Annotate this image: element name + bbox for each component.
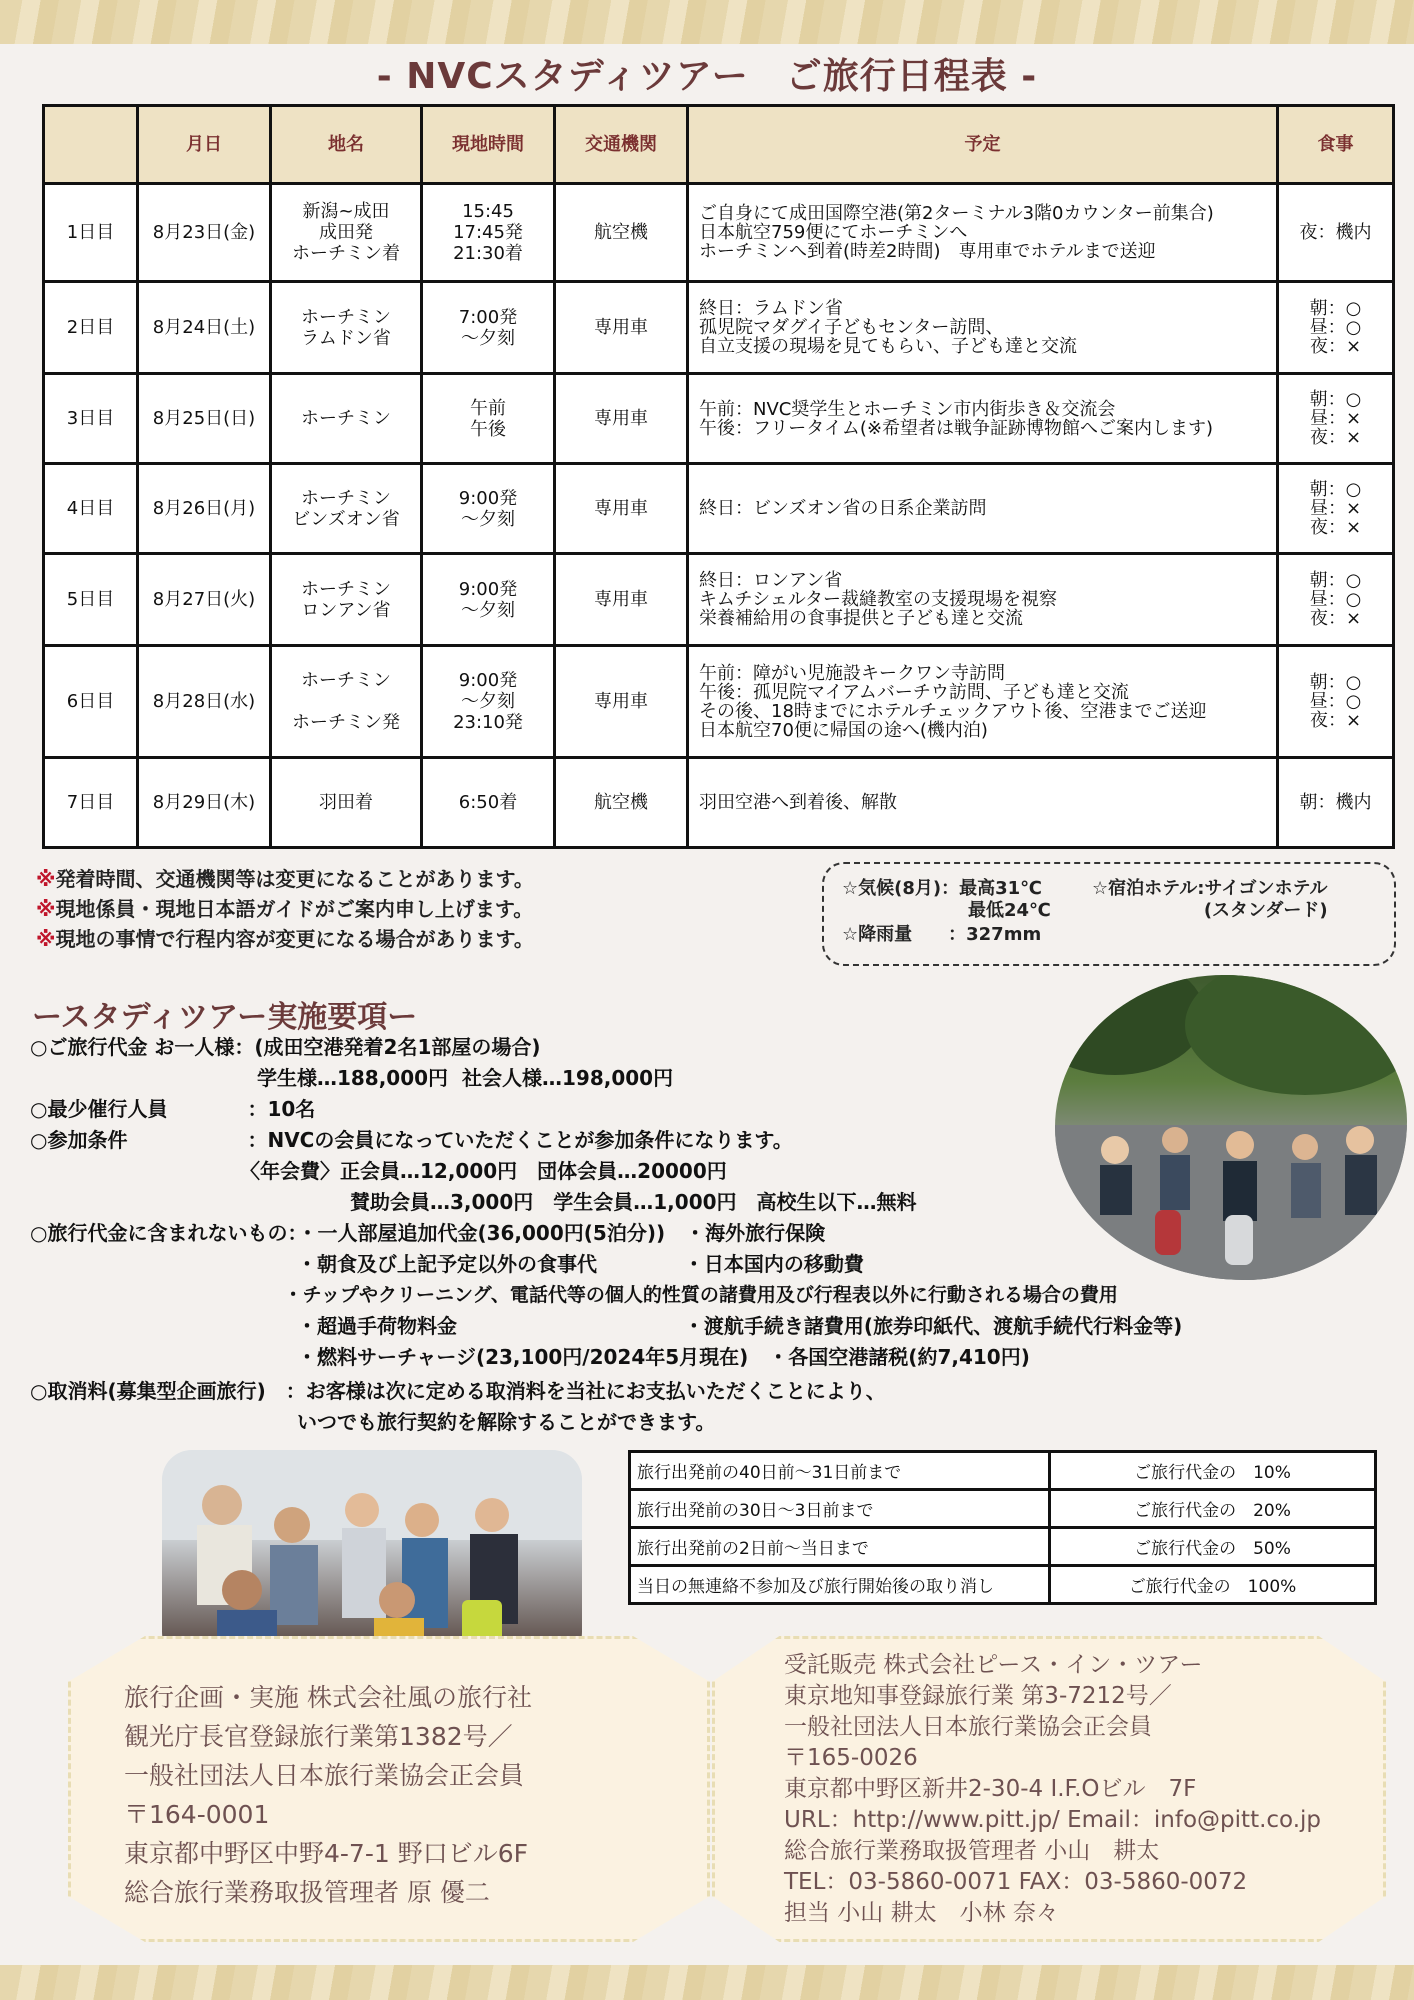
requirement-line: 学生様…188,000円 社会人様…198,000円 xyxy=(30,1066,674,1090)
table-row xyxy=(44,184,1394,282)
time-cell: 9:00発 ～夕刻 23:10発 xyxy=(422,646,555,758)
date-cell: 8月29日(木) xyxy=(138,758,271,848)
cancel-fee: ご旅行代金の 100% xyxy=(1050,1566,1376,1604)
note-text: 現地の事情で行程内容が変更になる場合があります。 xyxy=(55,927,534,951)
cancel-fee: ご旅行代金の 50% xyxy=(1050,1528,1376,1566)
street-photo-illustration xyxy=(1055,975,1407,1280)
note-text: 現地係員・現地日本語ガイドがご案内申し上げます。 xyxy=(55,897,534,921)
requirement-line: ○最少催行人員 ：10名 xyxy=(30,1097,316,1121)
requirement-line: ○旅行代金に含まれないもの：・一人部屋追加代金(36,000円(5泊分)) ・海外旅行保険 xyxy=(30,1221,826,1245)
header-schedule: 予定 xyxy=(688,106,1278,184)
schedule-cell: 終日：ビンズオン省の日系企業訪問 xyxy=(688,464,1278,554)
meal-cell: 朝：○ 昼：○ 夜：× xyxy=(1278,554,1394,646)
requirements-title: ースタディツアー実施要項ー xyxy=(32,1000,418,1035)
table-row xyxy=(44,758,1394,848)
schedule-cell: 終日：ロンアン省 キムチシェルター裁縫教室の支援現場を視察 栄養補給用の食事提供と子ども達と交流 xyxy=(688,554,1278,646)
itinerary-table xyxy=(42,104,1395,849)
note-mark: ※ xyxy=(36,867,56,891)
page-title: - NVCスタディツアー ご旅行日程表 - xyxy=(376,56,1038,97)
group-photo-illustration xyxy=(162,1450,582,1662)
note-line xyxy=(36,894,534,924)
place-cell: ホーチミン xyxy=(271,374,422,464)
note-text: 発着時間、交通機関等は変更になることがあります。 xyxy=(55,867,534,891)
day-cell: 5日目 xyxy=(44,554,138,646)
note-mark: ※ xyxy=(36,927,56,951)
meal-cell: 朝：○ 昼：○ 夜：× xyxy=(1278,282,1394,374)
place-cell: ホーチミン ラムドン省 xyxy=(271,282,422,374)
time-cell: 9:00発 ～夕刻 xyxy=(422,554,555,646)
cancel-period: 当日の無連絡不参加及び旅行開始後の取り消し xyxy=(630,1566,1050,1604)
time-cell: 6:50着 xyxy=(422,758,555,848)
organizer-info: 旅行企画・実施 株式会社風の旅行社 観光庁長官登録旅行業第1382号／ 一般社団法人日本旅行業協会正会員 〒164-0001 東京都中野区中野4-7-1 野口ビル6F 総合旅行業務取扱管理者 原 優二 xyxy=(124,1683,532,1907)
transport-cell: 航空機 xyxy=(555,184,688,282)
note-line xyxy=(36,924,534,954)
table-row xyxy=(44,554,1394,646)
schedule-cell: 午前：障がい児施設キークワン寺訪問 午後：孤児院マイアムバーチウ訪問、子ども達と交流 その後、18時までにホテルチェックアウト後、空港までご送迎 日本航空70便に帰国の途へ(機内泊) xyxy=(688,646,1278,758)
cancel-period: 旅行出発前の40日前～31日前まで xyxy=(630,1452,1050,1490)
agent-info: 受託販売 株式会社ピース・イン・ツアー 東京地知事登録旅行業 第3-7212号／ 一般社団法人日本旅行業協会正会員 〒165-0026 東京都中野区新井2-30-4 I.F.Oビル 7F URL：http://www.pitt.jp/ Email：info@pitt.co.jp 総合旅行業務取扱管理者 小山 耕太 TEL：03-5860-0071 FAX：03-5860-0072 担当 小山 耕太 小林 奈々 xyxy=(784,1652,1322,1926)
transport-cell: 航空機 xyxy=(555,758,688,848)
transport-cell: 専用車 xyxy=(555,464,688,554)
header-transport: 交通機関 xyxy=(555,106,688,184)
header-meal: 食事 xyxy=(1278,106,1394,184)
meal-cell: 朝：○ 昼：× 夜：× xyxy=(1278,464,1394,554)
transport-cell: 専用車 xyxy=(555,374,688,464)
header-time: 現地時間 xyxy=(422,106,555,184)
schedule-cell: ご自身にて成田国際空港(第2ターミナル3階0カウンター前集合) 日本航空759便にてホーチミンへ ホーチミンへ到着(時差2時間) 専用車でホテルまで送迎 xyxy=(688,184,1278,282)
table-row xyxy=(630,1452,1376,1490)
requirement-line: ・チップやクリーニング、電話代等の個人的性質の諸費用及び行程表以外に行動される場合の費用 xyxy=(30,1284,1118,1306)
transport-cell: 専用車 xyxy=(555,282,688,374)
requirement-line: ・超過手荷物料金 ・渡航手続き諸費用(旅券印紙代、渡航手続代行料金等) xyxy=(30,1314,1183,1338)
day-cell: 3日目 xyxy=(44,374,138,464)
schedule-cell: 午前：NVC奨学生とホーチミン市内街歩き＆交流会 午後：フリータイム(※希望者は戦争証跡博物館へご案内します) xyxy=(688,374,1278,464)
requirement-line: ・朝食及び上記予定以外の食事代 ・日本国内の移動費 xyxy=(30,1252,864,1276)
requirement-line: ○ご旅行代金 お一人様：(成田空港発着2名1部屋の場合) xyxy=(30,1035,541,1059)
cancel-period: 旅行出発前の30日～3日前まで xyxy=(630,1490,1050,1528)
place-cell: 新潟~成田 成田発 ホーチミン着 xyxy=(271,184,422,282)
itinerary-notes xyxy=(36,864,534,954)
hotel-info: ☆宿泊ホテル:サイゴンホテル (スタンダード) xyxy=(1092,878,1328,921)
cancel-fee: ご旅行代金の 10% xyxy=(1050,1452,1376,1490)
transport-cell: 専用車 xyxy=(555,554,688,646)
day-cell: 1日目 xyxy=(44,184,138,282)
requirement-line: ○取消料(募集型企画旅行) ：お客様は次に定める取消料を当社にお支払いただくことにより、 xyxy=(30,1379,886,1403)
cancel-fee: ご旅行代金の 20% xyxy=(1050,1490,1376,1528)
table-row xyxy=(44,374,1394,464)
requirement-line: ○参加条件 ：NVCの会員になっていただくことが参加条件になります。 xyxy=(30,1128,793,1152)
table-row xyxy=(630,1566,1376,1604)
time-cell: 15:45 17:45発 21:30着 xyxy=(422,184,555,282)
note-line xyxy=(36,864,534,894)
requirement-line: 〈年会費〉正会員…12,000円 団体会員…20000円 xyxy=(30,1159,727,1183)
day-cell: 4日目 xyxy=(44,464,138,554)
header-place: 地名 xyxy=(271,106,422,184)
table-row xyxy=(44,464,1394,554)
header-date: 月日 xyxy=(138,106,271,184)
climate-rainfall: ☆降雨量 ：327mm xyxy=(842,924,1042,945)
schedule-cell: 羽田空港へ到着後、解散 xyxy=(688,758,1278,848)
time-cell: 9:00発 ～夕刻 xyxy=(422,464,555,554)
date-cell: 8月26日(月) xyxy=(138,464,271,554)
date-cell: 8月27日(火) xyxy=(138,554,271,646)
table-row xyxy=(44,282,1394,374)
header-day xyxy=(44,106,138,184)
group-photo xyxy=(162,1450,582,1662)
time-cell: 午前 午後 xyxy=(422,374,555,464)
top-decorative-band xyxy=(0,0,1414,44)
meal-cell: 朝：○ 昼：× 夜：× xyxy=(1278,374,1394,464)
schedule-cell: 終日：ラムドン省 孤児院マダグイ子どもセンター訪問、 自立支援の現場を見てもらい、子ども達と交流 xyxy=(688,282,1278,374)
table-row xyxy=(630,1528,1376,1566)
table-row xyxy=(44,646,1394,758)
date-cell: 8月24日(土) xyxy=(138,282,271,374)
time-cell: 7:00発 ～夕刻 xyxy=(422,282,555,374)
table-row xyxy=(630,1490,1376,1528)
date-cell: 8月25日(日) xyxy=(138,374,271,464)
note-mark: ※ xyxy=(36,897,56,921)
climate-temperature: ☆気候(8月)：最高31℃ 最低24℃ xyxy=(842,878,1051,921)
place-cell: ホーチミン ロンアン省 xyxy=(271,554,422,646)
date-cell: 8月28日(水) xyxy=(138,646,271,758)
day-cell: 6日目 xyxy=(44,646,138,758)
street-motorbikes-photo xyxy=(1055,975,1407,1280)
place-cell: 羽田着 xyxy=(271,758,422,848)
climate-info-box xyxy=(822,862,1396,966)
requirement-line: いつでも旅行契約を解除することができます。 xyxy=(30,1410,716,1434)
day-cell: 7日目 xyxy=(44,758,138,848)
requirement-line: ・燃料サーチャージ(23,100円/2024年5月現在) ・各国空港諸税(約7,410円) xyxy=(30,1345,1030,1369)
place-cell: ホーチミン ホーチミン発 xyxy=(271,646,422,758)
day-cell: 2日目 xyxy=(44,282,138,374)
bottom-decorative-band xyxy=(0,1965,1414,2000)
cancellation-fee-table xyxy=(628,1450,1377,1605)
meal-cell: 夜：機内 xyxy=(1278,184,1394,282)
meal-cell: 朝：○ 昼：○ 夜：× xyxy=(1278,646,1394,758)
cancel-period: 旅行出発前の2日前～当日まで xyxy=(630,1528,1050,1566)
transport-cell: 専用車 xyxy=(555,646,688,758)
requirement-line: 賛助会員…3,000円 学生会員…1,000円 高校生以下…無料 xyxy=(30,1190,917,1214)
place-cell: ホーチミン ビンズオン省 xyxy=(271,464,422,554)
meal-cell: 朝：機内 xyxy=(1278,758,1394,848)
date-cell: 8月23日(金) xyxy=(138,184,271,282)
itinerary-header-row xyxy=(44,106,1394,184)
